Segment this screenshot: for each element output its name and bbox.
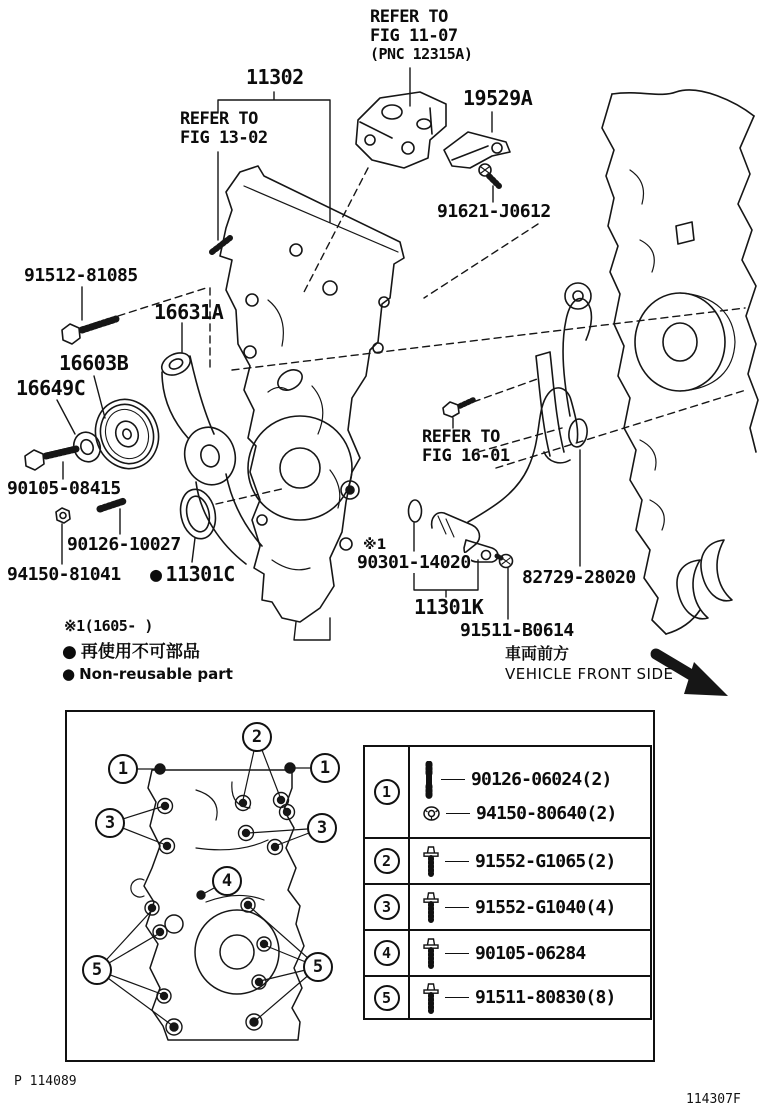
- part-number-91511-B0614: 91511-B0614: [460, 620, 574, 641]
- table-row: [365, 883, 650, 929]
- part-number-91512-81085: 91512-81085: [24, 265, 138, 286]
- part-number-90126-10027: 90126-10027: [67, 534, 181, 555]
- bolt-icon: [422, 937, 440, 969]
- fastener-part-number: 90105-06284: [475, 942, 586, 964]
- fastener-part-number: 91552-G1065(2): [475, 850, 616, 872]
- callout-4: 4: [212, 866, 242, 896]
- row-number-badge: 4: [374, 940, 400, 966]
- part-number-19529A: 19529A: [463, 86, 533, 110]
- callout-2: 2: [242, 722, 272, 752]
- table-row: [365, 929, 650, 975]
- refer-fig-16-01-label: REFER TO FIG 16-01: [422, 427, 510, 467]
- wire-bracket-art: [444, 132, 510, 186]
- callout-3-left: 3: [95, 808, 125, 838]
- table-row: [365, 975, 650, 1018]
- part-number-91621-J0612: 91621-J0612: [437, 201, 551, 222]
- refer-fig-13-02-label: REFER TO FIG 13-02: [180, 109, 268, 149]
- vehicle-front-label-en: VEHICLE FRONT SIDE: [505, 665, 674, 683]
- part-number-16649C: 16649C: [16, 376, 86, 400]
- leader-dash: [441, 779, 465, 780]
- table-row: [365, 837, 650, 883]
- row-number-badge: 3: [374, 894, 400, 920]
- idler-pulley-art: [86, 391, 168, 478]
- footnote-mark-x1: ※1: [363, 537, 387, 553]
- row-number-badge: 5: [374, 985, 400, 1011]
- row-number-badge: 1: [374, 779, 400, 805]
- callout-5-right: 5: [303, 952, 333, 982]
- part-number-94150-81041: 94150-81041: [7, 564, 121, 585]
- fastener-part-number: 91552-G1040(4): [475, 896, 616, 918]
- leader-dash: [445, 997, 469, 998]
- row-number-badge: 2: [374, 848, 400, 874]
- non-reusable-dot-icon: ●: [150, 562, 162, 586]
- non-reusable-dot-icon: ●: [62, 642, 77, 662]
- callout-3-right: 3: [307, 813, 337, 843]
- bolt-icon: [422, 982, 440, 1014]
- refer-fig-11-07-label: REFER TO FIG 11-07 (PNC 12315A): [370, 7, 473, 64]
- sensor-harness-art: [443, 283, 591, 522]
- part-number-11301C: ● 11301C: [150, 562, 235, 586]
- leader-dash: [445, 907, 469, 908]
- part-number-11302: 11302: [246, 65, 304, 89]
- leader-dash: [445, 861, 469, 862]
- bolt-icon: [422, 891, 440, 923]
- leader-dash: [445, 953, 469, 954]
- table-row: [365, 747, 650, 837]
- fastener-table: [363, 745, 652, 1020]
- part-number-90105-08415: 90105-08415: [7, 478, 121, 499]
- nut-icon: [422, 805, 441, 822]
- callout-1-left: 1: [108, 754, 138, 784]
- applicability-note: ※1(1605- ): [64, 617, 153, 635]
- non-reusable-note-jp: ● 再使用不可部品: [62, 642, 200, 662]
- engine-mount-bracket-art: [356, 92, 446, 168]
- figure-code-right: 114307F: [686, 1092, 741, 1107]
- fastener-part-number: 94150-80640(2): [476, 802, 617, 824]
- callout-5-left: 5: [82, 955, 112, 985]
- part-number-90301-14020: 90301-14020: [357, 552, 471, 573]
- fastener-part-number: 91511-80830(8): [475, 987, 616, 1008]
- leader-dash: [446, 813, 470, 814]
- part-number-16631A: 16631A: [154, 300, 224, 324]
- page-code-left: P 114089: [14, 1074, 77, 1089]
- part-number-16603B: 16603B: [59, 351, 129, 375]
- part-number-82729-28020: 82729-28020: [522, 567, 636, 588]
- fastener-part-number: 90126-06024(2): [471, 769, 612, 790]
- non-reusable-dot-icon: ●: [62, 665, 76, 683]
- callout-1-right: 1: [310, 753, 340, 783]
- vehicle-front-label-jp: 車両前方: [505, 644, 570, 663]
- engine-block-art: [602, 90, 758, 634]
- part-number-11301K: 11301K: [414, 595, 484, 619]
- stud-icon: [422, 761, 436, 799]
- bolt-icon: [422, 845, 440, 877]
- non-reusable-note-en: ● Non-reusable part: [62, 665, 233, 683]
